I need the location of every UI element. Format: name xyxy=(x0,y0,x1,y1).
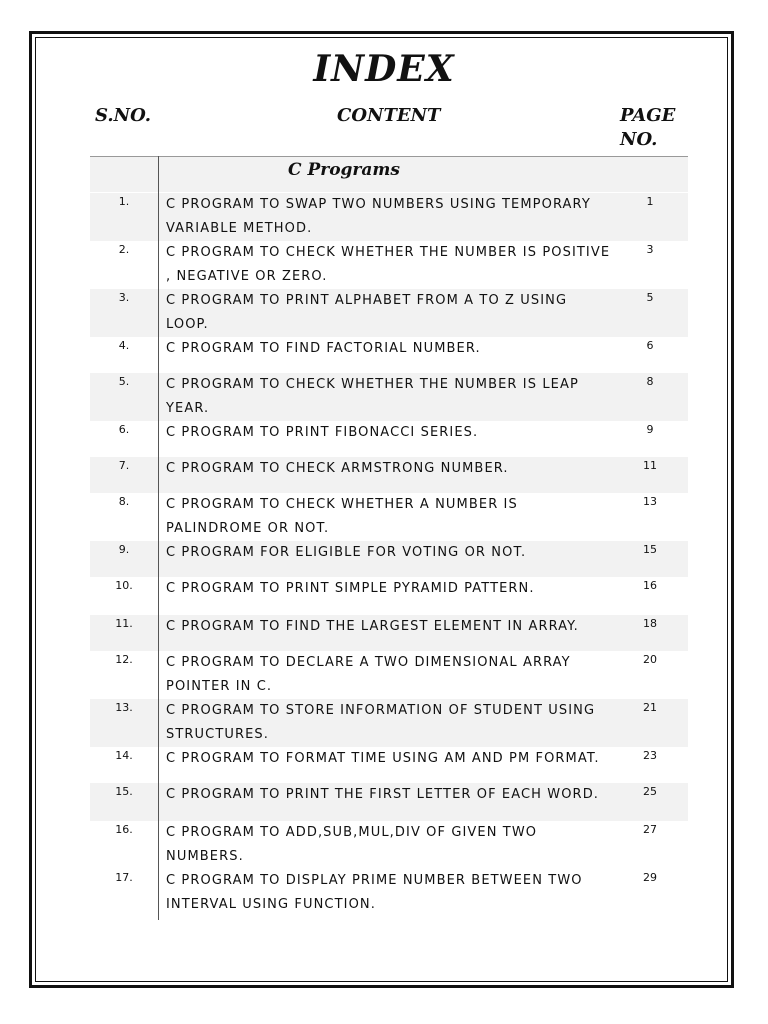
row-content: C PROGRAM TO ADD,SUB,MUL,DIV OF GIVEN TWO NUMBERS. xyxy=(166,825,538,864)
row-content: C PROGRAM TO PRINT FIBONACCI SERIES. xyxy=(166,425,479,440)
row-sno: 8. xyxy=(118,495,130,508)
header-content: CONTENT xyxy=(337,105,441,126)
row-sno: 7. xyxy=(118,459,130,472)
row-content: C PROGRAM TO SWAP TWO NUMBERS USING TEMPORARY VARIABLE METHOD. xyxy=(166,197,591,236)
row-content: C PROGRAM TO FIND THE LARGEST ELEMENT IN ARRAY. xyxy=(166,619,579,634)
row-page: 15 xyxy=(643,543,657,556)
page-title: INDEX xyxy=(313,48,455,90)
row-page: 11 xyxy=(643,459,657,472)
row-sno: 13. xyxy=(115,701,133,714)
row-content: C PROGRAM FOR ELIGIBLE FOR VOTING OR NOT. xyxy=(166,545,527,560)
header-sno: S.NO. xyxy=(95,105,151,126)
column-divider xyxy=(158,156,159,920)
row-page: 13 xyxy=(643,495,657,508)
row-page: 9 xyxy=(646,423,654,436)
row-content: C PROGRAM TO DISPLAY PRIME NUMBER BETWEEN TWO INTERVAL USING FUNCTION. xyxy=(166,873,583,912)
row-content: C PROGRAM TO FIND FACTORIAL NUMBER. xyxy=(166,341,481,356)
row-content: C PROGRAM TO PRINT THE FIRST LETTER OF EACH WORD. xyxy=(166,787,600,802)
row-sno: 4. xyxy=(118,339,130,352)
row-page: 23 xyxy=(643,749,657,762)
row-content: C PROGRAM TO CHECK ARMSTRONG NUMBER. xyxy=(166,461,509,476)
row-sno: 14. xyxy=(115,749,133,762)
row-content: C PROGRAM TO FORMAT TIME USING AM AND PM FORMAT. xyxy=(166,751,600,766)
row-page: 25 xyxy=(643,785,657,798)
row-sno: 10. xyxy=(115,579,133,592)
section-label: C Programs xyxy=(288,160,400,180)
row-page: 1 xyxy=(646,195,654,208)
row-page: 6 xyxy=(646,339,654,352)
row-sno: 6. xyxy=(118,423,130,436)
row-sno: 1. xyxy=(118,195,130,208)
row-sno: 17. xyxy=(115,871,133,884)
row-content: C PROGRAM TO CHECK WHETHER A NUMBER IS PALINDROME OR NOT. xyxy=(166,497,518,536)
row-page: 29 xyxy=(643,871,657,884)
row-sno: 12. xyxy=(115,653,133,666)
row-content: C PROGRAM TO DECLARE A TWO DIMENSIONAL ARRAY POINTER IN C. xyxy=(166,655,571,694)
row-sno: 16. xyxy=(115,823,133,836)
row-sno: 9. xyxy=(118,543,130,556)
row-page: 21 xyxy=(643,701,657,714)
row-page: 18 xyxy=(643,617,657,630)
row-page: 8 xyxy=(646,375,654,388)
row-sno: 11. xyxy=(115,617,133,630)
header-page-no: PAGE NO. xyxy=(620,105,676,150)
row-content: C PROGRAM TO PRINT ALPHABET FROM A TO Z USING LOOP. xyxy=(166,293,568,332)
row-page: 27 xyxy=(643,823,657,836)
row-content: C PROGRAM TO PRINT SIMPLE PYRAMID PATTERN. xyxy=(166,581,535,596)
row-page: 3 xyxy=(646,243,654,256)
row-sno: 15. xyxy=(115,785,133,798)
row-sno: 3. xyxy=(118,291,130,304)
row-content: C PROGRAM TO STORE INFORMATION OF STUDENT USING STRUCTURES. xyxy=(166,703,596,742)
row-page: 5 xyxy=(646,291,654,304)
row-content: C PROGRAM TO CHECK WHETHER THE NUMBER IS LEAP YEAR. xyxy=(166,377,579,416)
row-sno: 5. xyxy=(118,375,130,388)
row-page: 16 xyxy=(643,579,657,592)
row-sno: 2. xyxy=(118,243,130,256)
row-page: 20 xyxy=(643,653,657,666)
row-content: C PROGRAM TO CHECK WHETHER THE NUMBER IS POSITIVE , NEGATIVE OR ZERO. xyxy=(166,245,611,284)
